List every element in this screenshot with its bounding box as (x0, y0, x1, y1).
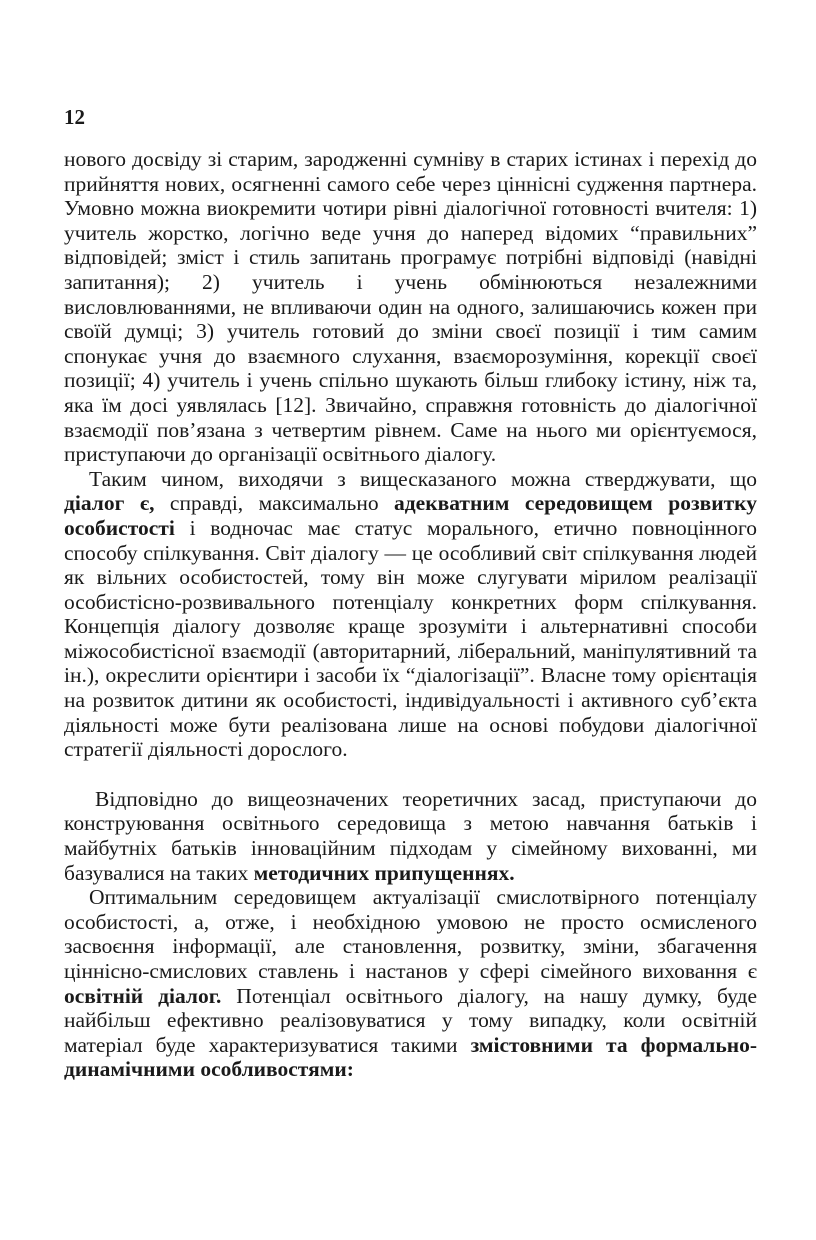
text-run: Відповідно до вищеозначених теоретичних засад, приступаючи до конструювання освітнього середовища з метою навчання батьків і майбутніх батьків інноваційним підходам у сімейному вихованні, ми базувалися на таких (64, 786, 757, 885)
bold-term: адекватним середовищем розвитку особистості (64, 491, 758, 540)
bold-term: діалог є, (64, 491, 155, 516)
bold-term: методичних припущеннях. (253, 860, 515, 885)
page-number: 12 (64, 105, 85, 129)
paragraph-methodological-assumptions (64, 787, 757, 885)
paragraph-dialogue-conclusion (64, 467, 757, 762)
document-page (64, 104, 757, 1082)
paragraph-educational-dialogue (64, 885, 757, 1082)
text-run: Таким чином, виходячи з вищесказаного можна стверджувати, що (89, 466, 757, 491)
bold-term: змістовними та формально-динамічними особливостями: (64, 1032, 758, 1082)
text-run: і водночас має статус морального, етично повноцінного способу спілкування. Світ діалогу — це особливий світ спілкування людей як вільних особистостей, тому він може слугувати мірилом реалізації особистісно-розвивального потенціалу конкретних форм спілкування. Концепція діалогу дозволяє краще зрозуміти і альтернативні способи міжособистісної взаємодії (авторитарний, ліберальний, маніпулятивний та ін.), окреслити орієнтири і засоби їх “діалогізації”. Власне тому орієнтація на розвиток дитини як особистості, індивідуальності і активного суб’єкта діяльності може бути реалізована лише на основі побудови діалогічної стратегії діяльності дорослого. (64, 515, 757, 762)
bold-term: освітній діалог. (64, 983, 222, 1008)
text-run: нового досвіду зі старим, зародженні сумніву в старих істинах і перехід до прийняття нових, осягненні самого себе через ціннісні судження партнера. Умовно можна виокремити чотири рівні діалогічної готовності вчителя: 1) учитель жорстко, логічно веде учня до наперед відомих “правильних” відповідей; зміст і стиль запитань програмує потрібні відповіді (навідні запитання); 2) учитель і учень обмінюються незалежними висловлюваннями, не впливаючи один на одного, залишаючись кожен при своїй думці; 3) учитель готовий до зміни своєї позиції і тим самим спонукає учня до взаємного слухання, взаєморозуміння, корекції своєї позиції; 4) учитель і учень спільно шукають більш глибоку істину, ніж та, яка їм досі уявлялась [12]. Звичайно, справжня готовність до діалогічної взаємодії пов’язана з четвертим рівнем. Саме на нього ми орієнтуємося, приступаючи до організації освітнього діалогу. (64, 147, 757, 467)
text-run: Оптимальним середовищем актуалізації смислотвірного потенціалу особистості, а, отже, і необхідною умовою не просто осмисленого засвоєння інформації, але становлення, розвитку, зміни, збагачення ціннісно-смислових ставлень і настанов у сфері сімейного виховання є (64, 885, 757, 983)
text-run: Потенціал освітнього діалогу, на нашу думку, буде найбільш ефективно реалізовуватися у тому випадку, коли освітній матеріал буде характеризуватися такими (64, 983, 757, 1057)
paragraph-teacher-readiness-levels (64, 147, 757, 467)
text-run: справді, максимально (154, 491, 395, 516)
